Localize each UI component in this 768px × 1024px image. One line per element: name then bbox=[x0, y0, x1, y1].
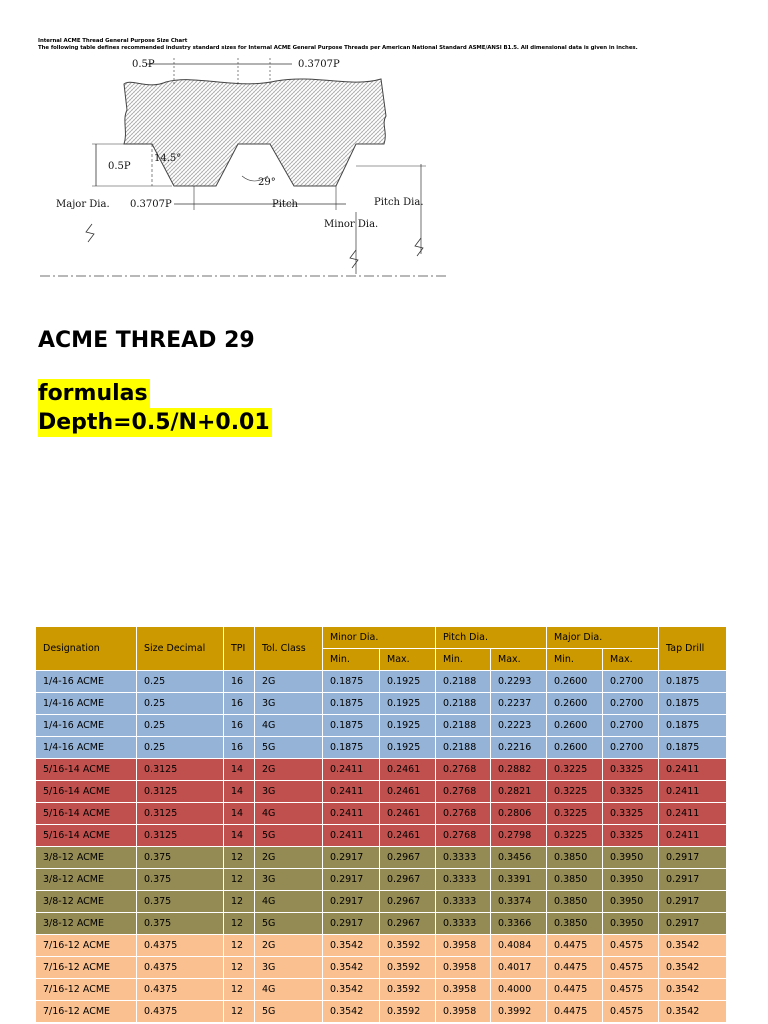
cell-size-decimal: 0.4375 bbox=[137, 1001, 224, 1023]
cell-major-min: 0.3850 bbox=[547, 891, 603, 913]
cell-tpi: 16 bbox=[224, 715, 255, 737]
break-symbol-left bbox=[86, 224, 94, 242]
cell-tol-class: 4G bbox=[255, 979, 323, 1001]
cell-minor-min: 0.1875 bbox=[323, 737, 380, 759]
cell-minor-min: 0.3542 bbox=[323, 979, 380, 1001]
header-minor-dia: Minor Dia. bbox=[323, 627, 436, 649]
cell-minor-min: 0.2411 bbox=[323, 825, 380, 847]
cell-size-decimal: 0.3125 bbox=[137, 781, 224, 803]
cell-minor-max: 0.1925 bbox=[380, 693, 436, 715]
cell-size-decimal: 0.375 bbox=[137, 913, 224, 935]
cell-major-max: 0.3950 bbox=[603, 891, 659, 913]
cell-tpi: 14 bbox=[224, 759, 255, 781]
cell-minor-min: 0.2411 bbox=[323, 803, 380, 825]
label-major-dia: Major Dia. bbox=[56, 199, 110, 210]
cell-pitch-max: 0.2806 bbox=[491, 803, 547, 825]
cell-major-max: 0.4575 bbox=[603, 935, 659, 957]
header-size-decimal: Size Decimal bbox=[137, 627, 224, 671]
cell-tpi: 12 bbox=[224, 891, 255, 913]
cell-tap-drill: 0.1875 bbox=[659, 715, 727, 737]
cell-tol-class: 2G bbox=[255, 671, 323, 693]
cell-pitch-max: 0.3391 bbox=[491, 869, 547, 891]
cell-major-min: 0.4475 bbox=[547, 1001, 603, 1023]
cell-major-min: 0.3225 bbox=[547, 759, 603, 781]
label-minor-dia: Minor Dia. bbox=[324, 219, 379, 230]
cell-designation: 3/8-12 ACME bbox=[36, 913, 137, 935]
cell-pitch-min: 0.2768 bbox=[436, 803, 491, 825]
cell-tpi: 12 bbox=[224, 1001, 255, 1023]
header-major-dia: Major Dia. bbox=[547, 627, 659, 649]
cell-major-max: 0.3950 bbox=[603, 847, 659, 869]
cell-pitch-max: 0.3374 bbox=[491, 891, 547, 913]
cell-tap-drill: 0.2917 bbox=[659, 891, 727, 913]
break-symbol-mid bbox=[350, 250, 358, 268]
page-heading: ACME THREAD 29 bbox=[38, 328, 255, 353]
cell-tpi: 14 bbox=[224, 825, 255, 847]
cell-pitch-max: 0.3992 bbox=[491, 1001, 547, 1023]
cell-size-decimal: 0.3125 bbox=[137, 759, 224, 781]
cell-size-decimal: 0.4375 bbox=[137, 957, 224, 979]
cell-minor-min: 0.2411 bbox=[323, 759, 380, 781]
break-symbol-right bbox=[415, 238, 423, 256]
acme-thread-profile-diagram bbox=[36, 54, 450, 290]
cell-tpi: 12 bbox=[224, 847, 255, 869]
cell-size-decimal: 0.25 bbox=[137, 693, 224, 715]
cell-minor-max: 0.3592 bbox=[380, 957, 436, 979]
label-pitch: Pitch bbox=[272, 199, 298, 210]
cell-size-decimal: 0.25 bbox=[137, 671, 224, 693]
cell-minor-max: 0.2461 bbox=[380, 759, 436, 781]
label-half-pitch-top: 0.5P bbox=[132, 59, 155, 70]
cell-minor-max: 0.2967 bbox=[380, 869, 436, 891]
cell-size-decimal: 0.375 bbox=[137, 847, 224, 869]
table-row bbox=[36, 737, 727, 759]
header-minor-max: Max. bbox=[380, 649, 436, 671]
cell-tol-class: 2G bbox=[255, 847, 323, 869]
cell-major-min: 0.3850 bbox=[547, 847, 603, 869]
cell-pitch-min: 0.3958 bbox=[436, 979, 491, 1001]
cell-major-min: 0.2600 bbox=[547, 737, 603, 759]
cell-minor-min: 0.2917 bbox=[323, 869, 380, 891]
label-depth: 0.5P bbox=[108, 161, 131, 172]
header-tpi: TPI bbox=[224, 627, 255, 671]
acme-thread-size-table bbox=[35, 626, 727, 1023]
cell-tpi: 16 bbox=[224, 737, 255, 759]
cell-major-max: 0.3325 bbox=[603, 781, 659, 803]
cell-pitch-min: 0.2188 bbox=[436, 737, 491, 759]
formulas-block bbox=[38, 379, 272, 437]
cell-major-min: 0.3850 bbox=[547, 869, 603, 891]
cell-minor-max: 0.3592 bbox=[380, 979, 436, 1001]
cell-major-min: 0.3225 bbox=[547, 803, 603, 825]
cell-tap-drill: 0.2411 bbox=[659, 759, 727, 781]
cell-pitch-min: 0.2768 bbox=[436, 825, 491, 847]
cell-pitch-max: 0.2798 bbox=[491, 825, 547, 847]
cell-major-max: 0.3950 bbox=[603, 913, 659, 935]
table-body bbox=[36, 671, 727, 1023]
label-flank-angle: 14.5° bbox=[154, 153, 182, 164]
cell-tol-class: 5G bbox=[255, 737, 323, 759]
cell-pitch-max: 0.2216 bbox=[491, 737, 547, 759]
cell-tap-drill: 0.3542 bbox=[659, 957, 727, 979]
cell-pitch-min: 0.3333 bbox=[436, 891, 491, 913]
cell-tap-drill: 0.1875 bbox=[659, 737, 727, 759]
cell-tpi: 12 bbox=[224, 957, 255, 979]
cell-tap-drill: 0.1875 bbox=[659, 693, 727, 715]
depth-formula: Depth=0.5/N+0.01 bbox=[38, 410, 270, 435]
cell-designation: 5/16-14 ACME bbox=[36, 781, 137, 803]
cell-pitch-min: 0.2188 bbox=[436, 693, 491, 715]
header-tap-drill: Tap Drill bbox=[659, 627, 727, 671]
cell-tol-class: 5G bbox=[255, 913, 323, 935]
table-row bbox=[36, 935, 727, 957]
cell-tpi: 16 bbox=[224, 693, 255, 715]
cell-tol-class: 2G bbox=[255, 935, 323, 957]
cell-tpi: 12 bbox=[224, 979, 255, 1001]
cell-size-decimal: 0.375 bbox=[137, 869, 224, 891]
cell-major-max: 0.2700 bbox=[603, 671, 659, 693]
cell-tap-drill: 0.2917 bbox=[659, 847, 727, 869]
cell-tol-class: 5G bbox=[255, 825, 323, 847]
header-pitch-max: Max. bbox=[491, 649, 547, 671]
table-row bbox=[36, 957, 727, 979]
cell-minor-max: 0.1925 bbox=[380, 715, 436, 737]
cell-tpi: 12 bbox=[224, 913, 255, 935]
cell-pitch-min: 0.2188 bbox=[436, 671, 491, 693]
header-designation: Designation bbox=[36, 627, 137, 671]
cell-minor-min: 0.3542 bbox=[323, 957, 380, 979]
cell-major-min: 0.4475 bbox=[547, 957, 603, 979]
label-flat-top: 0.3707P bbox=[298, 59, 340, 70]
cell-major-max: 0.4575 bbox=[603, 1001, 659, 1023]
cell-minor-max: 0.2967 bbox=[380, 891, 436, 913]
cell-tap-drill: 0.2411 bbox=[659, 825, 727, 847]
cell-major-max: 0.4575 bbox=[603, 957, 659, 979]
cell-designation: 1/4-16 ACME bbox=[36, 671, 137, 693]
header-tol-class: Tol. Class bbox=[255, 627, 323, 671]
cell-size-decimal: 0.25 bbox=[137, 715, 224, 737]
cell-minor-max: 0.1925 bbox=[380, 671, 436, 693]
cell-tpi: 14 bbox=[224, 803, 255, 825]
cell-major-max: 0.3325 bbox=[603, 759, 659, 781]
formulas-label: formulas bbox=[38, 381, 148, 406]
cell-pitch-min: 0.2768 bbox=[436, 781, 491, 803]
cell-pitch-max: 0.3366 bbox=[491, 913, 547, 935]
cell-size-decimal: 0.4375 bbox=[137, 935, 224, 957]
cell-size-decimal: 0.375 bbox=[137, 891, 224, 913]
cell-major-min: 0.3225 bbox=[547, 781, 603, 803]
cell-major-max: 0.4575 bbox=[603, 979, 659, 1001]
cell-tol-class: 5G bbox=[255, 1001, 323, 1023]
cell-pitch-max: 0.3456 bbox=[491, 847, 547, 869]
cell-designation: 1/4-16 ACME bbox=[36, 715, 137, 737]
cell-size-decimal: 0.3125 bbox=[137, 803, 224, 825]
cell-pitch-max: 0.2237 bbox=[491, 693, 547, 715]
cell-designation: 3/8-12 ACME bbox=[36, 847, 137, 869]
cell-major-min: 0.2600 bbox=[547, 693, 603, 715]
cell-minor-min: 0.2917 bbox=[323, 891, 380, 913]
cell-major-min: 0.3225 bbox=[547, 825, 603, 847]
table-row bbox=[36, 1001, 727, 1023]
cell-designation: 1/4-16 ACME bbox=[36, 737, 137, 759]
cell-tap-drill: 0.3542 bbox=[659, 935, 727, 957]
cell-tap-drill: 0.2917 bbox=[659, 869, 727, 891]
cell-designation: 7/16-12 ACME bbox=[36, 1001, 137, 1023]
cell-designation: 5/16-14 ACME bbox=[36, 803, 137, 825]
cell-minor-min: 0.1875 bbox=[323, 671, 380, 693]
cell-designation: 7/16-12 ACME bbox=[36, 957, 137, 979]
cell-major-min: 0.2600 bbox=[547, 715, 603, 737]
cell-pitch-max: 0.4084 bbox=[491, 935, 547, 957]
cell-tap-drill: 0.3542 bbox=[659, 1001, 727, 1023]
cell-pitch-max: 0.2223 bbox=[491, 715, 547, 737]
cell-minor-max: 0.2461 bbox=[380, 803, 436, 825]
cell-designation: 3/8-12 ACME bbox=[36, 891, 137, 913]
cell-pitch-min: 0.3958 bbox=[436, 935, 491, 957]
cell-designation: 1/4-16 ACME bbox=[36, 693, 137, 715]
header-minor-min: Min. bbox=[323, 649, 380, 671]
cell-major-max: 0.2700 bbox=[603, 737, 659, 759]
cell-pitch-max: 0.2821 bbox=[491, 781, 547, 803]
cell-minor-max: 0.2967 bbox=[380, 913, 436, 935]
cell-tol-class: 4G bbox=[255, 715, 323, 737]
cell-minor-max: 0.1925 bbox=[380, 737, 436, 759]
header-major-min: Min. bbox=[547, 649, 603, 671]
table-row bbox=[36, 781, 727, 803]
cell-pitch-min: 0.3333 bbox=[436, 847, 491, 869]
cell-tap-drill: 0.2411 bbox=[659, 781, 727, 803]
cell-pitch-min: 0.3333 bbox=[436, 913, 491, 935]
cell-minor-max: 0.2967 bbox=[380, 847, 436, 869]
table-row bbox=[36, 891, 727, 913]
cell-major-max: 0.3950 bbox=[603, 869, 659, 891]
cell-tpi: 12 bbox=[224, 935, 255, 957]
cell-designation: 7/16-12 ACME bbox=[36, 935, 137, 957]
cell-minor-min: 0.3542 bbox=[323, 935, 380, 957]
cell-major-max: 0.3325 bbox=[603, 803, 659, 825]
cell-pitch-max: 0.4000 bbox=[491, 979, 547, 1001]
cell-minor-min: 0.2411 bbox=[323, 781, 380, 803]
chart-description-note: The following table defines recommended industry standard sizes for Internal ACME General Purpose Threads per American National Standard ASME/ANSI B1.5. All dimensional data is given in inches. bbox=[38, 45, 638, 51]
label-included-angle: 29° bbox=[258, 177, 276, 188]
cell-pitch-min: 0.3958 bbox=[436, 1001, 491, 1023]
cell-size-decimal: 0.4375 bbox=[137, 979, 224, 1001]
cell-designation: 5/16-14 ACME bbox=[36, 825, 137, 847]
thread-body bbox=[124, 79, 386, 186]
cell-major-max: 0.2700 bbox=[603, 693, 659, 715]
cell-minor-min: 0.1875 bbox=[323, 693, 380, 715]
label-pitch-dia: Pitch Dia. bbox=[374, 197, 424, 208]
cell-tol-class: 4G bbox=[255, 891, 323, 913]
cell-size-decimal: 0.3125 bbox=[137, 825, 224, 847]
cell-pitch-min: 0.2768 bbox=[436, 759, 491, 781]
cell-tap-drill: 0.2411 bbox=[659, 803, 727, 825]
header-pitch-min: Min. bbox=[436, 649, 491, 671]
cell-tap-drill: 0.3542 bbox=[659, 979, 727, 1001]
cell-pitch-min: 0.2188 bbox=[436, 715, 491, 737]
header-major-max: Max. bbox=[603, 649, 659, 671]
cell-major-min: 0.4475 bbox=[547, 935, 603, 957]
cell-major-min: 0.4475 bbox=[547, 979, 603, 1001]
cell-minor-max: 0.2461 bbox=[380, 781, 436, 803]
cell-minor-min: 0.3542 bbox=[323, 1001, 380, 1023]
table-header-row bbox=[36, 627, 727, 649]
chart-title-note: Internal ACME Thread General Purpose Size Chart bbox=[38, 38, 188, 44]
cell-tol-class: 2G bbox=[255, 759, 323, 781]
cell-pitch-max: 0.2293 bbox=[491, 671, 547, 693]
cell-minor-max: 0.2461 bbox=[380, 825, 436, 847]
cell-tol-class: 3G bbox=[255, 957, 323, 979]
cell-pitch-max: 0.4017 bbox=[491, 957, 547, 979]
cell-size-decimal: 0.25 bbox=[137, 737, 224, 759]
cell-minor-min: 0.2917 bbox=[323, 913, 380, 935]
cell-tpi: 14 bbox=[224, 781, 255, 803]
cell-minor-min: 0.2917 bbox=[323, 847, 380, 869]
table-row bbox=[36, 913, 727, 935]
table-row bbox=[36, 693, 727, 715]
cell-minor-max: 0.3592 bbox=[380, 1001, 436, 1023]
cell-tap-drill: 0.2917 bbox=[659, 913, 727, 935]
cell-tap-drill: 0.1875 bbox=[659, 671, 727, 693]
cell-major-max: 0.2700 bbox=[603, 715, 659, 737]
cell-tpi: 12 bbox=[224, 869, 255, 891]
cell-pitch-min: 0.3958 bbox=[436, 957, 491, 979]
label-flat-bottom: 0.3707P bbox=[130, 199, 172, 210]
cell-tol-class: 3G bbox=[255, 693, 323, 715]
cell-designation: 7/16-12 ACME bbox=[36, 979, 137, 1001]
table-row bbox=[36, 715, 727, 737]
cell-major-min: 0.3850 bbox=[547, 913, 603, 935]
cell-designation: 3/8-12 ACME bbox=[36, 869, 137, 891]
cell-pitch-min: 0.3333 bbox=[436, 869, 491, 891]
table-row bbox=[36, 869, 727, 891]
cell-major-min: 0.2600 bbox=[547, 671, 603, 693]
cell-pitch-max: 0.2882 bbox=[491, 759, 547, 781]
table-row bbox=[36, 979, 727, 1001]
header-pitch-dia: Pitch Dia. bbox=[436, 627, 547, 649]
table-row bbox=[36, 803, 727, 825]
cell-tol-class: 3G bbox=[255, 781, 323, 803]
cell-tol-class: 4G bbox=[255, 803, 323, 825]
table-row bbox=[36, 759, 727, 781]
table-row bbox=[36, 825, 727, 847]
cell-minor-max: 0.3592 bbox=[380, 935, 436, 957]
cell-minor-min: 0.1875 bbox=[323, 715, 380, 737]
cell-tpi: 16 bbox=[224, 671, 255, 693]
cell-tol-class: 3G bbox=[255, 869, 323, 891]
table-row bbox=[36, 847, 727, 869]
cell-designation: 5/16-14 ACME bbox=[36, 759, 137, 781]
table-row bbox=[36, 671, 727, 693]
cell-major-max: 0.3325 bbox=[603, 825, 659, 847]
